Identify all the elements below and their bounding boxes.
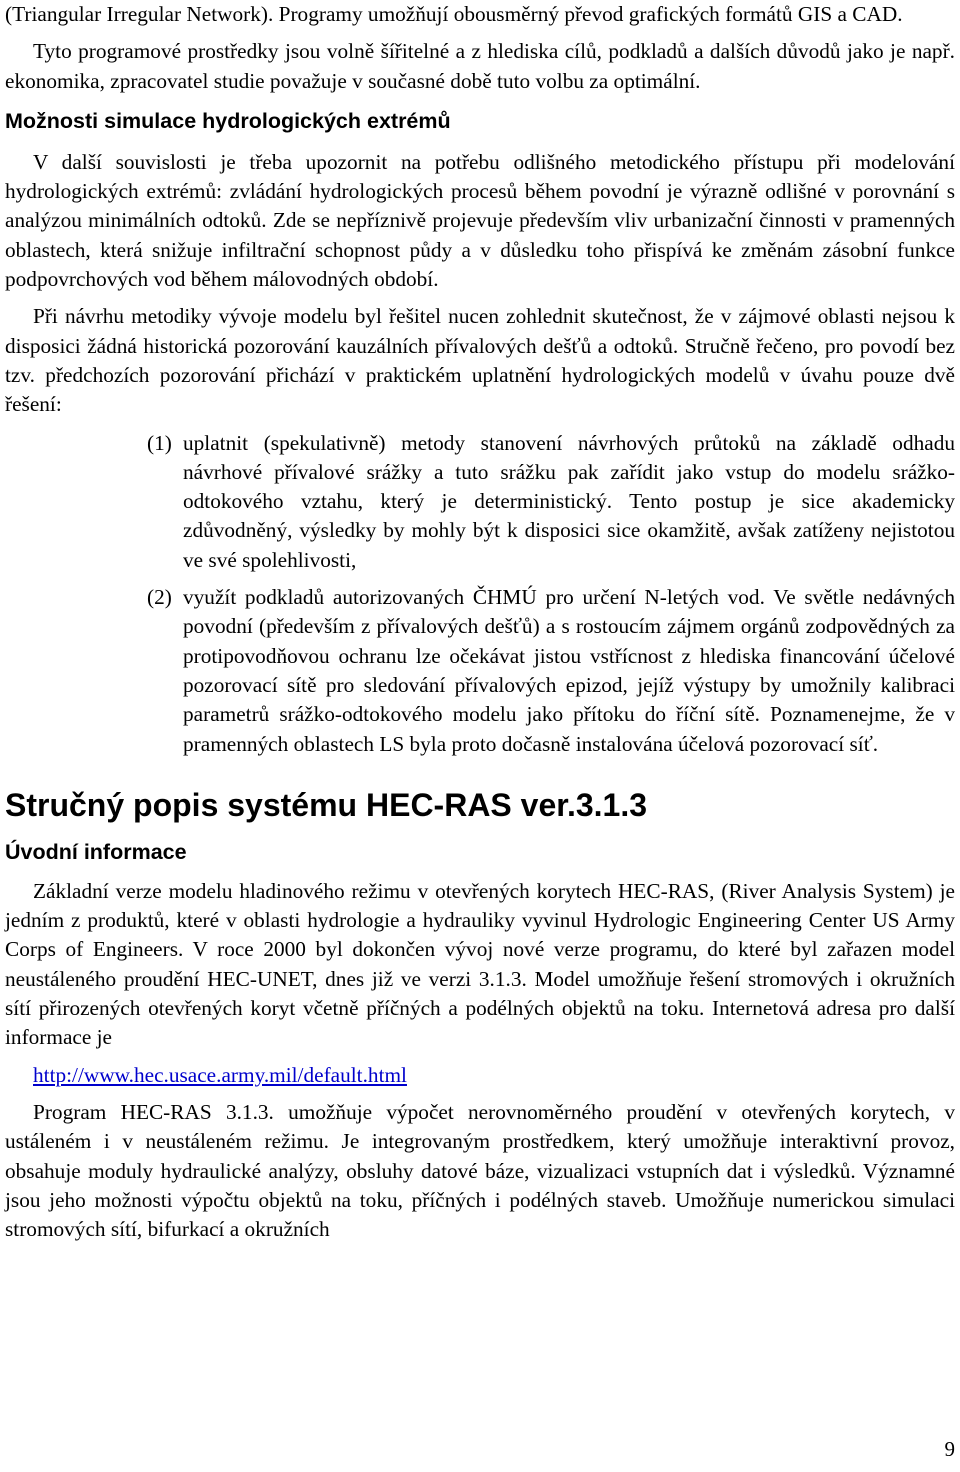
paragraph-tin-formats: (Triangular Irregular Network). Programy umožňují obousměrný převod grafických formátů GIS a CAD. [5,2,903,26]
section-heading-intro: Úvodní informace [5,839,187,864]
paragraph-extremes-approach: V další souvislosti je třeba upozornit na potřebu odlišného metodického přístupu při modelování hydrologických extrémů: zvládání hydrologických procesů během povodní je výrazně odlišné v porovnání s analýzou minimálních odtoků. Zde se nepříznivě projevuje především vliv urbanizační činnosti v pramenných oblastech, která snižuje infiltrační schopnost půdy a v důsledku toho přispívá ke změnám zásobní funkce podpovrchových vod během málovodných období. [5,149,955,292]
paragraph-tools-choice: Tyto programové prostředky jsou volně šířitelné a z hlediska cílů, podkladů a dalších důvodů jako je např. ekonomika, zpracovatel studie považuje v současné době tuto volbu za optimální. [5,39,955,93]
paragraph-hec-ras-intro: Základní verze modelu hladinového režimu v otevřených korytech HEC-RAS, (River Analysis System) je jedním z produktů, které v oblasti hydrologie a hydrauliky vyvinul Hydrologic Engineering Center US Army Corps of Engineers. V roce 2000 byl dokončen vývoj nové verze programu, do které byl zařazen model neustáleného proudění HEC-UNET, dnes již ve verzi 3.1.3. Model umožňuje řešení stromových i okružních sítí přirozených otevřených koryt včetně příčných a podélných objektů na toku. Internetová adresa pro další informace je [5,878,955,1050]
section-heading-extremes: Možnosti simulace hydrologických extrémů [5,108,451,133]
paragraph-hec-ras-features: Program HEC-RAS 3.1.3. umožňuje výpočet nerovnoměrného proudění v otevřených korytech, v ustáleném i v neustáleném režimu. Je integrovaným prostředkem, který umožňuje interaktivní provoz, obsahuje moduly hydraulické analýzy, obsluhy datové báze, vizualizaci vstupních dat i výsledků. Významné jsou jeho možnosti výpočtu objektů na toku, příčných i podélných staveb. Umožňuje numerickou simulaci stromových sítí, bifurkací a okružních [5,1099,955,1242]
list-item-number: (1) [147,430,172,455]
list-item-number: (2) [147,585,172,610]
chapter-title-hec-ras: Stručný popis systému HEC-RAS ver.3.1.3 [5,786,647,823]
list-item-text: uplatnit (spekulativně) metody stanovení návrhových průtoků na základě odhadu návrhové přívalové srážky a tuto srážku pak zařídit jako vstup do modelu srážko-odtokového vztahu, který je deterministický. Tento postup je sice akademicky zdůvodněný, výsledky by mohly být k disposici sice okamžitě, avšak zatíženy nejistotou ve své spolehlivosti, [183,430,955,572]
page-number: 9 [944,1437,955,1461]
paragraph-model-development: Při návrhu metodiky vývoje modelu byl řešitel nucen zohlednit skutečnost, že v zájmové oblasti nejsou k disposici žádná historická pozorování kauzálních přívalových dešťů a odtoků. Stručně řečeno, pro povodí bez tzv. předchozích pozorování přichází v praktickém uplatnění hydrologických modelů v úvahu pouze dvě řešení: [5,304,955,417]
list-item-text: využít podkladů autorizovaných ČHMÚ pro určení N-letých vod. Ve světle nedávných povodní (především z přívalových dešťů) a s rostoucím zájmem orgánů zodpovědných za protipovodňovou ochranu lze očekávat jistou vstřícnost z hlediska financování účelové pozorovací sítě pro sledování přívalových epizod, jejíž výstupy by umožnily kalibraci parametrů srážko-odtokového modelu jako přítoku do říční sítě. Poznamenejme, že v pramenných oblastech LS byla proto dočasně instalována účelová pozorovací síť. [183,585,955,756]
list-item-option-2 [147,583,955,759]
hec-ras-website-link[interactable]: http://www.hec.usace.army.mil/default.html [33,1062,407,1087]
link-line [5,1061,955,1090]
list-item-option-1 [147,429,955,575]
document-page [5,0,955,1244]
